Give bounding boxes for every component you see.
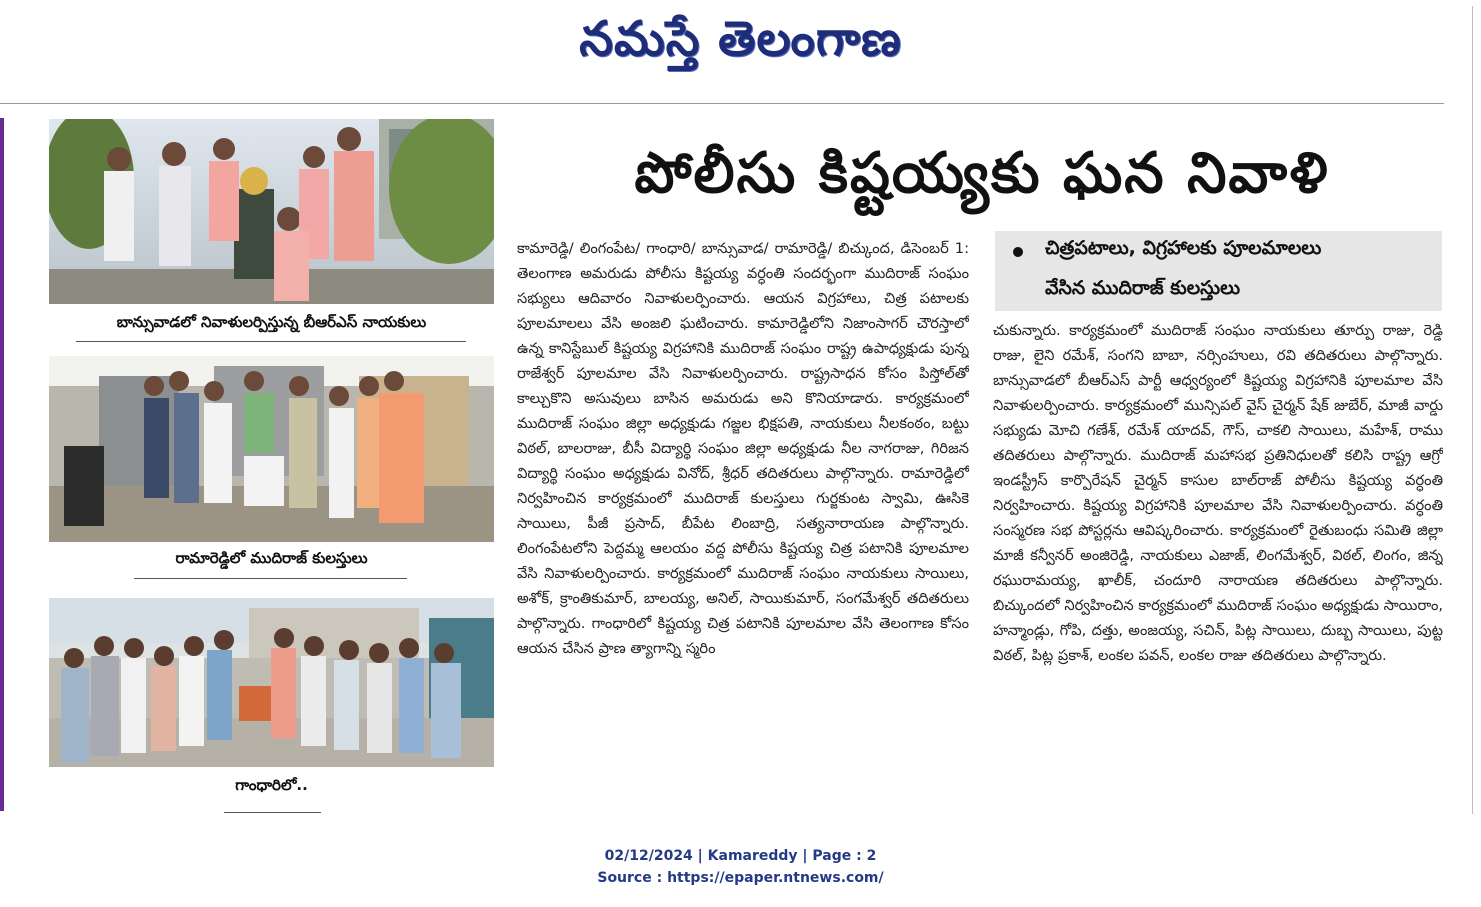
article-body-text: చుకున్నారు. కార్యక్రమంలో ముదిరాజ్ సంఘం నాయకులు తూర్పు రాజు, రెడ్డి రాజు, లైని రమేశ్, సంగని బాబా, నర్సింహులు, రవి తదితరులు పాల్గొన్నారు. బాన్సువాడలో బీఆర్ఎస్ పార్టీ ఆధ్వర్యంలో కిష్టయ్య విగ్రహానికి పూలమాల వేసి నివాళులర్పించారు. కార్యక్రమంలో మున్సిపల్ వైస్ చైర్మన్ షేక్ జుబేర్, మాజీ వార్డు సభ్యుడు మోచి గణేశ్, రమేశ్ యాదవ్, గౌస్, చాకలి సాయిలు, మహేశ్, రాము తదితరులు పాల్గొన్నారు. ముదిరాజ్ మహాసభ ప్రతినిధులతో కలిసి రాష్ట్ర ఆగ్రో ఇండస్ట్రీస్ కార్పొరేషన్ చైర్మన్ కాసుల బాల్‌రాజ్ పోలీసు కిష్టయ్య వర్ధంతి నిర్వహించారు. కిష్టయ్య విగ్రహానికి పూలమాల వేసి నివాళులర్పించారు. వర్ధంతి సంస్మరణ సభ పోస్టర్లను ఆవిష్కరించారు. కార్యక్రమంలో రైతుబంధు సమితి జిల్లా మాజీ కన్వీనర్ అంజిరెడ్డి, నాయకులు ఎజాజ్, లింగమేశ్వర్, విఠల్, లింగం, జిన్న రఘురామయ్య, ఖాలీక్, చందూరి నారాయణ తదితరులు పాల్గొన్నారు. బిచ్కుందలో నిర్వహించిన కార్యక్రమంలో ముదిరాజ్ సంఘం అధ్యక్షుడు సాయిరాం, హన్మాండ్లు, గోపి, దత్తు, అంజయ్య, సచిన్, పిట్ల సాయిలు, దుబ్బ సాయిలు, పుట్ట విఠల్, పిట్ల ప్రకాశ్, లంకల పవన్, లంకల రాజు తదితరులు పాల్గొన్నారు. [993,322,1443,664]
masthead [0,0,1481,104]
left-edge-bar [0,118,4,811]
photo-banswada [49,119,494,304]
photo-gandhari [49,598,494,767]
masthead-divider [0,103,1444,104]
article-headline: పోలీసు కిష్టయ్యకు ఘన నివాళి [634,141,1330,206]
article-column-2 [993,318,1443,794]
photo-caption: గాంధారిలో.. [235,776,308,794]
bullet-icon [1013,247,1023,257]
photo-ramareddy [49,356,494,542]
highlight-box [995,231,1442,311]
highlight-line-2: వేసిన ముదిరాజ్ కులస్తులు [1045,277,1241,299]
photo-caption: రామారెడ్డిలో ముదిరాజ్ కులస్తులు [175,549,368,567]
article-body-text: కామారెడ్డి/ లింగంపేట/ గాంధారి/ బాన్సువాడ/ రామారెడ్డి/ బిచ్కుంద, డిసెంబర్ 1: తెలంగాణ అమరుడు పోలీసు కిష్టయ్య వర్ధంతి సందర్భంగా ముదిరాజ్ సంఘం సభ్యులు ఆదివారం నివాళులర్పించారు. ఆయన విగ్రహాలు, చిత్ర పటాలకు పూలమాలలు వేసి అంజలి ఘటించారు. కామారెడ్డిలోని నిజాంసాగర్ చౌరస్తాలో ఉన్న కానిస్టేబుల్ కిష్టయ్య విగ్రహానికి ముదిరాజ్ సంఘం రాష్ట్ర ఉపాధ్యక్షుడు పున్న రాజేశ్వర్ పూలమాల వేసి నివాళులర్పించారు. రాష్ట్రసాధన కోసం పిస్తోల్‌తో కాల్చుకొని అసువులు బాసిన అమరుడు అని కొనియాడారు. కార్యక్రమంలో ముదిరాజ్ సంఘం జిల్లా అధ్యక్షుడు గజ్జల భిక్షపతి, నాయకులు నీలకంఠం, బట్టు విఠల్, బాలరాజు, బీసీ విద్యార్థి సంఘం జిల్లా అధ్యక్షుడు నీల నాగరాజు, గిరిజన విద్యార్థి సంఘం అధ్యక్షుడు వినోద్, శ్రీధర్ తదితరులు పాల్గొన్నారు. రామారెడ్డిలో నిర్వహించిన కార్యక్రమంలో ముదిరాజ్ కులస్తులు గుర్జకుంట స్వామి, ఊసికె సాయిలు, పీజీ ప్రసాద్, బీపేట లింబాద్రి, సత్యనారాయణ పాల్గొన్నారు. లింగంపేటలోని పెద్దమ్మ ఆలయం వద్ద పోలీసు కిష్టయ్య చిత్ర పటానికి పూలమాల వేసి నివాళులర్పించారు. కార్యక్రమంలో ముదిరాజ్ సంఘం నాయకులు సాయిలు, అశోక్, క్రాంతికుమార్, బాలయ్య, అనిల్, సాయికుమార్, సంగమేశ్వర్ తదితరులు పాల్గొన్నారు. గాంధారిలో కిష్టయ్య చిత్ర పటానికి పూలమాల వేసి తెలంగాణ కోసం ఆయన చేసిన ప్రాణ త్యాగాన్ని స్మరిం [517,240,969,657]
footer-source: Source : https://epaper.ntnews.com/ [597,870,884,886]
photo-caption: బాన్సువాడలో నివాళులర్పిస్తున్న బీఆర్ఎస్ నాయకులు [116,313,427,331]
newspaper-logo: నమస్తే తెలంగాణ [579,11,902,67]
page-footer [0,845,1481,889]
article-column-1 [517,236,969,794]
footer-date-page: 02/12/2024 | Kamareddy | Page : 2 [604,848,877,864]
highlight-line-1: చిత్రపటాలు, విగ్రహాలకు పూలమాలలు [1045,237,1322,259]
caption-underline [224,812,321,813]
caption-underline [76,341,466,342]
photo-card-ramareddy [49,356,494,578]
photo-card-banswada [49,119,494,341]
right-edge-rule [1472,6,1473,814]
photo-card-gandhari [49,598,494,812]
caption-underline [134,578,407,579]
